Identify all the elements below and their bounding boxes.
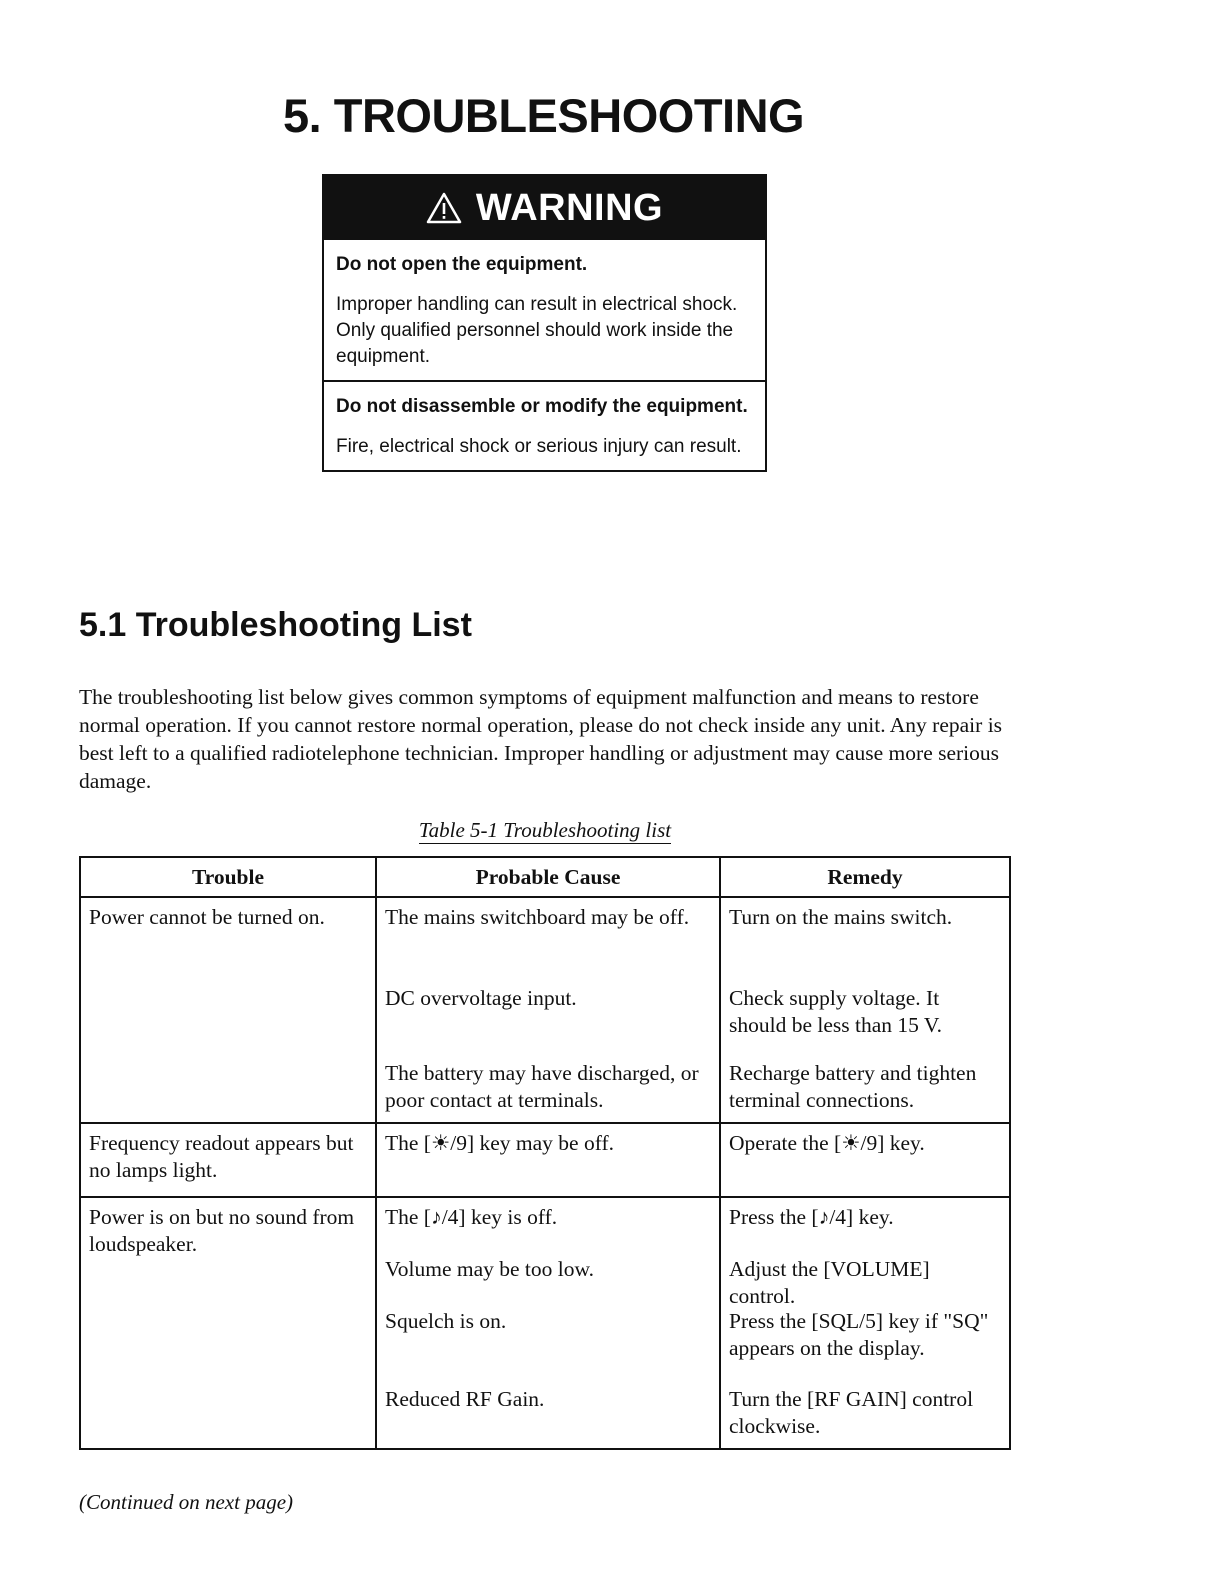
warning-heading: Do not open the equipment.	[336, 254, 588, 275]
trouble-cell: Power is on but no sound from loudspeaker.	[80, 1197, 376, 1449]
trouble-cell: Frequency readout appears but no lamps light.	[80, 1123, 376, 1197]
header-remedy: Remedy	[720, 857, 1010, 897]
cause-cell	[376, 1197, 720, 1449]
warning-body: Improper handling can result in electrical shock. Only qualified personnel should work inside the equipment.	[336, 294, 738, 367]
header-probable-cause: Probable Cause	[376, 857, 720, 897]
warning-box	[322, 174, 767, 472]
header-trouble: Trouble	[80, 857, 376, 897]
intro-paragraph: The troubleshooting list below gives common symptoms of equipment malfunction and means to restore normal operation. If you cannot restore normal operation, please do not check inside any unit. Any repair is best left to a qualified radiotelephone technician. Improper handling or adjustment may cause more serious damage.	[79, 685, 1003, 793]
warning-header	[324, 176, 765, 240]
remedy-cell	[720, 1197, 1010, 1449]
cause-item: Volume may be too low.	[385, 1257, 595, 1281]
cause-item: Reduced RF Gain.	[385, 1387, 545, 1411]
remedy-item: Operate the [☀/9] key.	[729, 1131, 925, 1155]
cause-item: The battery may have discharged, or poor contact at terminals.	[385, 1061, 699, 1112]
warning-section	[324, 240, 765, 380]
remedy-item: Turn on the mains switch.	[729, 905, 953, 929]
remedy-item: Press the [SQL/5] key if "SQ" appears on the display.	[729, 1309, 989, 1360]
table-caption	[0, 818, 1090, 843]
warning-heading: Do not disassemble or modify the equipment.	[336, 396, 748, 417]
section-title: 5.1 Troubleshooting List	[79, 606, 472, 644]
table-row	[80, 897, 1010, 1123]
remedy-cell	[720, 1123, 1010, 1197]
warning-body: Fire, electrical shock or serious injury can result.	[336, 436, 742, 457]
cause-item: DC overvoltage input.	[385, 986, 577, 1010]
remedy-item: Check supply voltage. It should be less than 15 V.	[729, 986, 943, 1037]
troubleshooting-table	[79, 856, 1011, 1450]
remedy-cell	[720, 897, 1010, 1123]
remedy-item: Adjust the [VOLUME] control.	[729, 1257, 930, 1308]
remedy-item: Press the [♪/4] key.	[729, 1205, 894, 1229]
warning-triangle-icon	[426, 192, 462, 224]
table-row	[80, 1123, 1010, 1197]
cause-cell	[376, 1123, 720, 1197]
table-row	[80, 1197, 1010, 1449]
cause-item: The mains switchboard may be off.	[385, 905, 690, 929]
page-title: 5. TROUBLESHOOTING	[283, 89, 805, 142]
trouble-cell: Power cannot be turned on.	[80, 897, 376, 1123]
remedy-item: Recharge battery and tighten terminal connections.	[729, 1061, 977, 1112]
cause-cell	[376, 897, 720, 1123]
table-caption-text: Table 5-1 Troubleshooting list	[418, 818, 672, 842]
continued-note: (Continued on next page)	[79, 1490, 294, 1514]
cause-item: Squelch is on.	[385, 1309, 507, 1333]
table-header-row	[80, 857, 1010, 897]
warning-title: WARNING	[475, 186, 664, 229]
remedy-item: Turn the [RF GAIN] control clockwise.	[729, 1387, 974, 1438]
cause-item: The [♪/4] key is off.	[385, 1205, 558, 1229]
cause-item: The [☀/9] key may be off.	[385, 1131, 615, 1155]
warning-section	[324, 380, 765, 470]
